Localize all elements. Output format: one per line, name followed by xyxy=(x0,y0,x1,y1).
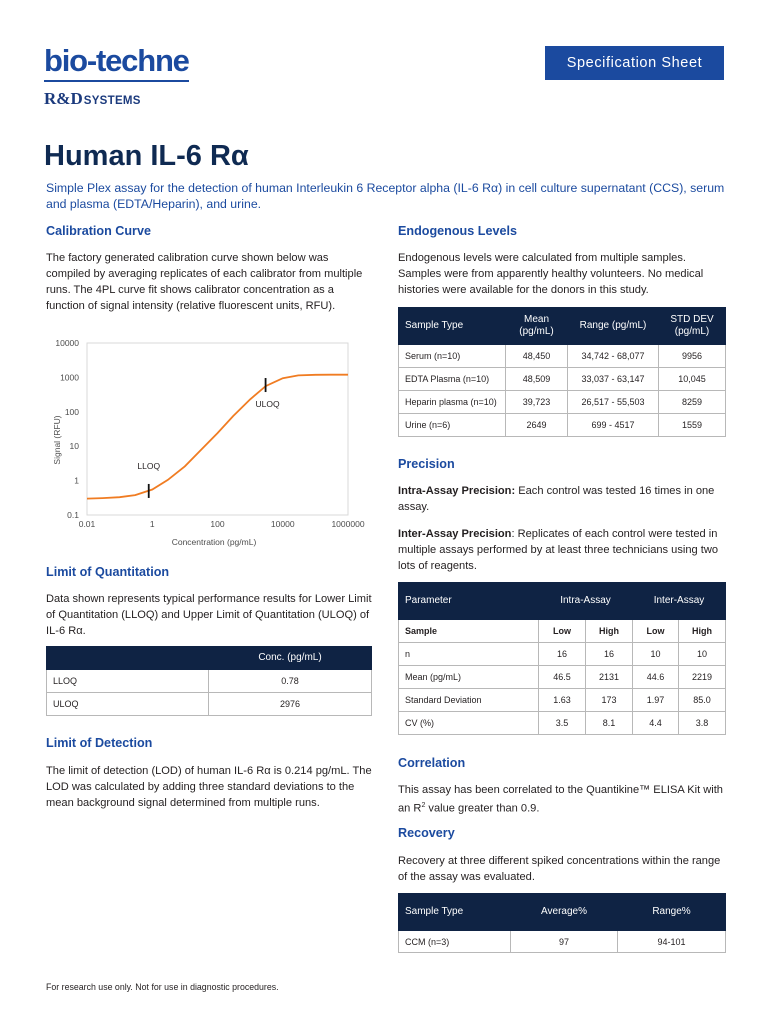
y-tick-label: 1 xyxy=(74,475,79,486)
table-cell: LLOQ xyxy=(47,670,209,693)
table-row xyxy=(399,666,726,689)
table-cell: High xyxy=(679,620,726,643)
table-header-cell: Range% xyxy=(618,894,726,931)
calibration-heading xyxy=(46,223,372,239)
table-header-row xyxy=(399,583,726,620)
table-header-cell: Intra-Assay xyxy=(539,583,633,620)
table-cell: 699 - 4517 xyxy=(568,414,659,437)
table-cell: 33,037 - 63,147 xyxy=(568,368,659,391)
y-axis-label: Signal (RFU) xyxy=(52,415,62,465)
endogenous-table xyxy=(398,307,726,437)
table-row xyxy=(399,689,726,712)
recovery-table xyxy=(398,893,726,953)
table-cell: 97 xyxy=(511,931,618,953)
table-cell: n xyxy=(399,643,539,666)
table-cell: CV (%) xyxy=(399,712,539,735)
correlation-text xyxy=(398,782,726,817)
brand-wordmark: bio-techne xyxy=(44,43,189,78)
table-cell: 3.8 xyxy=(679,712,726,735)
plot-border xyxy=(87,343,348,515)
table-cell: 10 xyxy=(633,643,679,666)
table-cell: Mean (pg/mL) xyxy=(399,666,539,689)
x-axis-label: Concentration (pg/mL) xyxy=(171,537,257,547)
lod-heading-text: Limit of Detection xyxy=(46,736,153,750)
table-cell: 2131 xyxy=(586,666,633,689)
chart-annotations xyxy=(137,378,280,498)
table-header-row xyxy=(47,647,372,670)
endogenous-table-wrap xyxy=(398,307,726,437)
table-cell: 44.6 xyxy=(633,666,679,689)
table-header-cell: Parameter xyxy=(399,583,539,620)
x-tick-label: 100 xyxy=(210,519,225,529)
table-header-cell: Conc. (pg/mL) xyxy=(209,647,372,670)
loq-text: Data shown represents typical performance results for Lower Limit of Quantitation (LLOQ) and Upper Limit of Quantitation (ULOQ) of IL-6 Rα. xyxy=(46,593,372,637)
table-row xyxy=(47,670,372,693)
table-row xyxy=(47,693,372,716)
y-tick-label: 1000 xyxy=(60,372,79,383)
intra-assay-text xyxy=(398,483,726,515)
table-subheader-row xyxy=(399,620,726,643)
biotechne-logo xyxy=(44,44,194,110)
table-header-cell xyxy=(47,647,209,670)
table-row xyxy=(399,643,726,666)
calibration-text: The factory generated calibration curve shown below was compiled by averaging replicates of each calibrator from multiple runs. The 4PL curve fit shows calibrator concentration as a function of signal intensity (relative fluorescent units, RFU). xyxy=(46,252,363,312)
x-tick-label: 1 xyxy=(149,519,155,529)
inter-assay-label: Inter-Assay Precision xyxy=(398,528,512,540)
table-header-cell: Sample Type xyxy=(399,308,506,345)
table-row xyxy=(399,368,726,391)
table-cell: 1.63 xyxy=(539,689,586,712)
footer-disclaimer: For research use only. Not for use in diagnostic procedures. xyxy=(46,982,279,992)
table-cell: 39,723 xyxy=(506,391,568,414)
lod-heading xyxy=(46,735,372,751)
specification-sheet-badge: Specification Sheet xyxy=(545,46,724,80)
table-cell: 34,742 - 68,077 xyxy=(568,345,659,368)
table-cell: 4.4 xyxy=(633,712,679,735)
table-cell: 10,045 xyxy=(659,368,726,391)
table-header-cell: Sample Type xyxy=(399,894,511,931)
table-row xyxy=(399,345,726,368)
table-cell: CCM (n=3) xyxy=(399,931,511,953)
table-cell: 94-101 xyxy=(618,931,726,953)
loq-heading xyxy=(46,564,372,580)
table-cell: 48,450 xyxy=(506,345,568,368)
table-cell: Standard Deviation xyxy=(399,689,539,712)
table-row xyxy=(399,414,726,437)
table-cell: Sample xyxy=(399,620,539,643)
recovery-table-wrap xyxy=(398,893,726,953)
chart-frame xyxy=(87,343,348,515)
lod-text: The limit of detection (LOD) of human IL-6 Rα is 0.214 pg/mL. The LOD was calculated by adding three standard deviations to the mean background signal determined from multiple runs. xyxy=(46,765,372,809)
chart-ticks xyxy=(55,338,364,529)
x-tick-label: 0.01 xyxy=(78,519,96,529)
endogenous-text: Endogenous levels were calculated from multiple samples. Samples were from apparently healthy volunteers. No medical histories were available for the donors in this study. xyxy=(398,252,704,296)
table-cell: High xyxy=(586,620,633,643)
table-cell: 3.5 xyxy=(539,712,586,735)
table-row xyxy=(399,712,726,735)
inter-assay-desc: : Replicates of each control were tested in multiple assays performed by at least three technicians using two lots of reagents. xyxy=(398,528,719,572)
x-tick-label: 10000 xyxy=(270,519,295,529)
table-header-cell: Inter-Assay xyxy=(633,583,726,620)
x-tick-label: 1000000 xyxy=(331,519,365,529)
logo-rule xyxy=(44,80,189,82)
table-cell: Serum (n=10) xyxy=(399,345,506,368)
table-header-cell: Range (pg/mL) xyxy=(568,308,659,345)
table-cell: Low xyxy=(539,620,586,643)
correlation-text-a: This assay has been correlated to the Quantikine™ ELISA Kit with an R xyxy=(398,784,723,815)
table-cell: 1559 xyxy=(659,414,726,437)
intro-paragraph: Simple Plex assay for the detection of human Interleukin 6 Receptor alpha (IL-6 Rα) in cell culture supernatant (CCS), serum and plasma (EDTA/Heparin), and urine. xyxy=(46,181,725,211)
table-cell: 2976 xyxy=(209,693,372,716)
table-cell: ULOQ xyxy=(47,693,209,716)
table-cell: 1.97 xyxy=(633,689,679,712)
table-cell: 0.78 xyxy=(209,670,372,693)
table-header-cell: STD DEV (pg/mL) xyxy=(659,308,726,345)
table-cell: 9956 xyxy=(659,345,726,368)
systems-mark: SYSTEMS xyxy=(83,95,141,107)
y-tick-label: 10000 xyxy=(55,338,79,348)
table-cell: Low xyxy=(633,620,679,643)
y-tick-label: 100 xyxy=(64,406,79,417)
table-cell: EDTA Plasma (n=10) xyxy=(399,368,506,391)
calibration-chart xyxy=(44,328,374,550)
table-cell: 2649 xyxy=(506,414,568,437)
table-cell: 16 xyxy=(586,643,633,666)
table-header-row xyxy=(399,894,726,931)
r-squared-sup: 2 xyxy=(421,802,426,809)
table-row xyxy=(399,391,726,414)
precision-heading xyxy=(398,456,726,472)
table-cell: 16 xyxy=(539,643,586,666)
correlation-heading xyxy=(398,755,726,771)
table-cell: 46.5 xyxy=(539,666,586,689)
table-header-row xyxy=(399,308,726,345)
recovery-heading-text: Recovery xyxy=(398,826,455,840)
table-cell: 85.0 xyxy=(679,689,726,712)
rd-systems-logo xyxy=(44,90,194,110)
table-cell: 2219 xyxy=(679,666,726,689)
y-tick-label: 10 xyxy=(69,441,79,452)
loq-table xyxy=(46,646,372,716)
table-cell: 8.1 xyxy=(586,712,633,735)
rd-mark: R&D xyxy=(44,89,83,108)
correlation-text-b: value greater than 0.9. xyxy=(425,802,540,815)
table-cell: 26,517 - 55,503 xyxy=(568,391,659,414)
endogenous-heading xyxy=(398,223,726,239)
page-title: Human IL-6 Rα xyxy=(44,140,249,172)
table-header-cell: Average% xyxy=(511,894,618,931)
annotation-label: ULOQ xyxy=(255,399,280,410)
table-header-cell: Mean (pg/mL) xyxy=(506,308,568,345)
table-cell: Urine (n=6) xyxy=(399,414,506,437)
y-tick-label: 0.1 xyxy=(67,510,79,520)
calibration-heading-text: Calibration Curve xyxy=(46,224,151,238)
loq-heading-text: Limit of Quantitation xyxy=(46,565,170,579)
correlation-heading-text: Correlation xyxy=(398,756,466,770)
table-cell: 8259 xyxy=(659,391,726,414)
table-cell: 10 xyxy=(679,643,726,666)
table-row xyxy=(399,931,726,953)
precision-table xyxy=(398,582,726,735)
endogenous-heading-text: Endogenous Levels xyxy=(398,224,517,238)
intra-assay-label: Intra-Assay Precision: xyxy=(398,485,516,497)
table-cell: 173 xyxy=(586,689,633,712)
annotation-label: LLOQ xyxy=(137,460,161,471)
loq-table-wrap xyxy=(46,646,372,716)
calibration-curve xyxy=(87,375,348,499)
precision-table-wrap xyxy=(398,582,726,735)
intra-assay-desc: Each control was tested 16 times in one assay. xyxy=(398,485,715,513)
table-cell: 48,509 xyxy=(506,368,568,391)
recovery-text: Recovery at three different spiked concentrations within the range of the assay was evaluated. xyxy=(398,855,721,883)
inter-assay-text xyxy=(398,526,726,574)
precision-heading-text: Precision xyxy=(398,457,455,471)
table-cell: Heparin plasma (n=10) xyxy=(399,391,506,414)
recovery-heading xyxy=(398,825,726,841)
